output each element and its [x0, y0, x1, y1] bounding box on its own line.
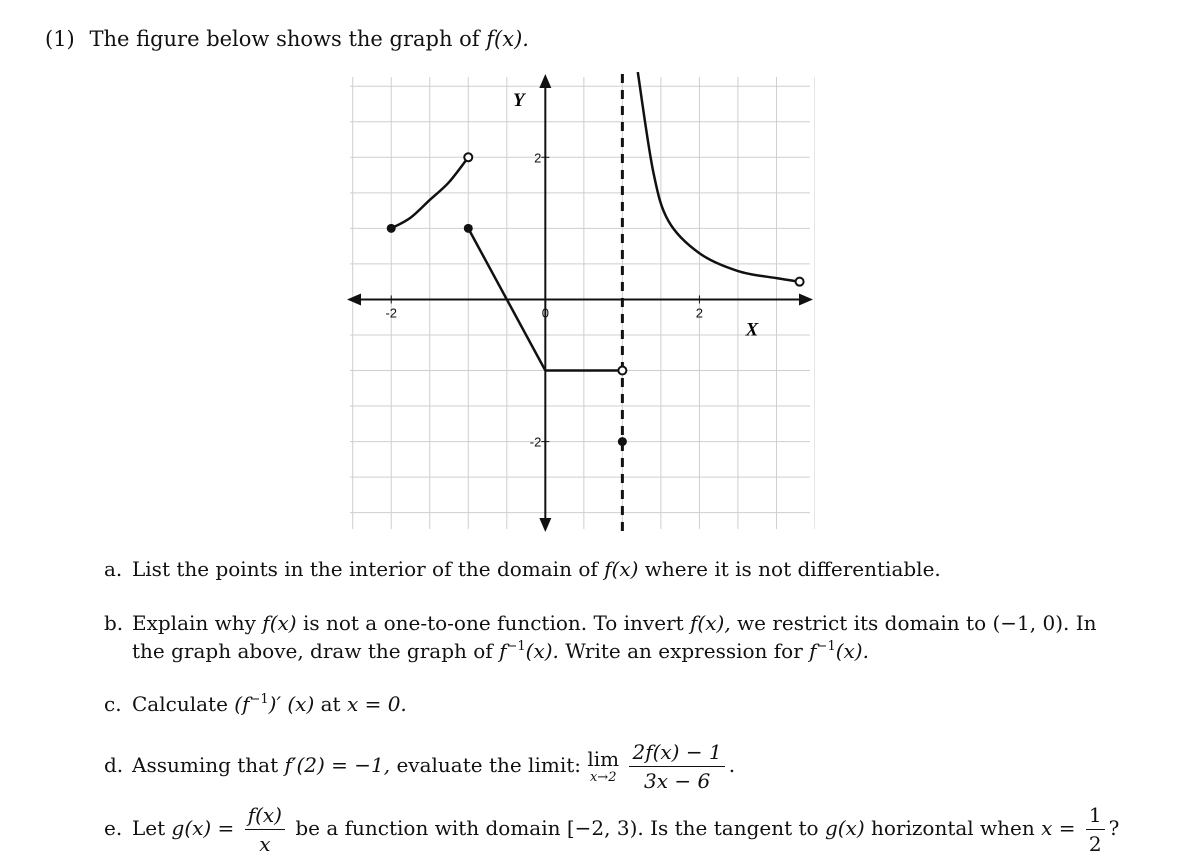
- open-endpoint: [618, 367, 626, 375]
- question-c-text-2: at: [320, 692, 341, 716]
- question-b-label: b.: [104, 611, 124, 635]
- question-a-text-2: where it is not differentiable.: [644, 557, 941, 581]
- question-c-condition: x = 0.: [346, 692, 407, 716]
- intro-text: The figure below shows the graph of: [89, 27, 480, 51]
- graph-segment: [638, 72, 800, 282]
- question-c-expr-1: (f: [234, 692, 250, 716]
- question-b-function-2: f(x),: [690, 611, 731, 635]
- question-d-fraction: [629, 740, 724, 793]
- question-e: [104, 803, 1119, 856]
- question-d-lim: lim: [587, 747, 620, 771]
- question-e-half-den: 2: [1088, 832, 1102, 856]
- function-graph: [345, 72, 815, 534]
- y-axis-arrow-down: [539, 518, 551, 532]
- question-a-label: a.: [104, 557, 123, 581]
- question-d-numerator: 2f(x) − 1: [629, 740, 724, 767]
- closed-endpoint: [464, 224, 473, 233]
- question-b-function-1: f(x): [262, 611, 297, 635]
- question-e-half-num: 1: [1086, 803, 1105, 830]
- y-axis-label: Y: [512, 90, 525, 111]
- question-b-line2-text-1: the graph above, draw the graph of: [132, 639, 493, 663]
- question-a-function: f(x): [604, 557, 639, 581]
- question-e-denominator: x: [259, 832, 271, 856]
- question-b-domain: (−1, 0).: [992, 611, 1070, 635]
- x-axis-arrow-right: [799, 293, 813, 305]
- question-e-text-3: Is the tangent to: [650, 816, 819, 840]
- question-c-expr-exp: −1: [249, 692, 269, 707]
- closed-endpoint: [618, 437, 627, 446]
- question-d-lim-sub: x→2: [589, 770, 617, 785]
- question-b-text-4: In: [1075, 611, 1097, 635]
- axes: [347, 74, 813, 532]
- question-c-expr-2: )′ (x): [268, 692, 315, 716]
- question-e-half: [1086, 803, 1105, 856]
- question-b-inverse-arg-1: (x).: [525, 639, 559, 663]
- question-e-label: e.: [104, 816, 123, 840]
- question-d-end: .: [728, 753, 736, 777]
- x-axis-arrow-left: [347, 293, 361, 305]
- question-a: [104, 557, 941, 581]
- question-a-text-1: List the points in the interior of the domain of: [132, 557, 598, 581]
- question-b-text-2: is not a one-to-one function. To invert: [302, 611, 684, 635]
- question-b-inverse-1: f: [499, 639, 507, 663]
- question-d-text-2: evaluate the limit:: [396, 753, 581, 777]
- question-b-inverse-arg-2: (x).: [835, 639, 869, 663]
- x-tick-label: 2: [695, 305, 704, 321]
- question-b-inverse-exp-2: −1: [816, 639, 836, 654]
- question-e-numerator: f(x): [245, 803, 285, 830]
- question-c: [104, 692, 407, 716]
- question-c-label: c.: [104, 692, 122, 716]
- problem-number: (1): [45, 27, 75, 51]
- open-endpoint: [464, 153, 472, 161]
- grid: [350, 77, 815, 529]
- problem-intro: [45, 27, 529, 51]
- question-b-line2-text-2: Write an expression for: [565, 639, 803, 663]
- x-axis-label: X: [745, 319, 759, 341]
- question-e-text-1: Let: [132, 816, 166, 840]
- question-b-line-2: [132, 639, 869, 663]
- open-endpoint: [796, 278, 804, 286]
- question-e-g2: g(x): [824, 816, 865, 840]
- x-tick-label: 0: [541, 305, 549, 321]
- question-e-text-2: be a function with domain: [295, 816, 561, 840]
- question-d-text-1: Assuming that: [132, 753, 279, 777]
- question-b-text-1: Explain why: [132, 611, 256, 635]
- question-e-g: g(x) =: [171, 816, 235, 840]
- question-c-text-1: Calculate: [132, 692, 228, 716]
- y-tick-label: 2: [534, 150, 542, 166]
- question-b: [104, 611, 1097, 635]
- question-e-text-4: horizontal when: [870, 816, 1035, 840]
- question-d: [104, 740, 735, 793]
- y-axis-arrow-up: [539, 74, 551, 88]
- question-d-condition: f′(2) = −1,: [284, 753, 391, 777]
- question-d-label: d.: [104, 753, 124, 777]
- question-b-text-3: we restrict its domain to: [737, 611, 987, 635]
- question-d-denominator: 3x − 6: [643, 769, 711, 793]
- x-tick-label: -2: [385, 305, 398, 321]
- question-e-domain: [−2, 3).: [566, 816, 644, 840]
- question-e-fraction: [245, 803, 285, 856]
- intro-function: f(x).: [486, 27, 529, 51]
- question-b-inverse-2: f: [809, 639, 817, 663]
- question-e-qmark: ?: [1108, 816, 1120, 840]
- closed-endpoint: [387, 224, 396, 233]
- question-e-x-eq: x =: [1041, 816, 1076, 840]
- y-tick-label: -2: [529, 434, 542, 450]
- graph-series: [387, 72, 804, 446]
- question-b-inverse-exp-1: −1: [506, 639, 526, 654]
